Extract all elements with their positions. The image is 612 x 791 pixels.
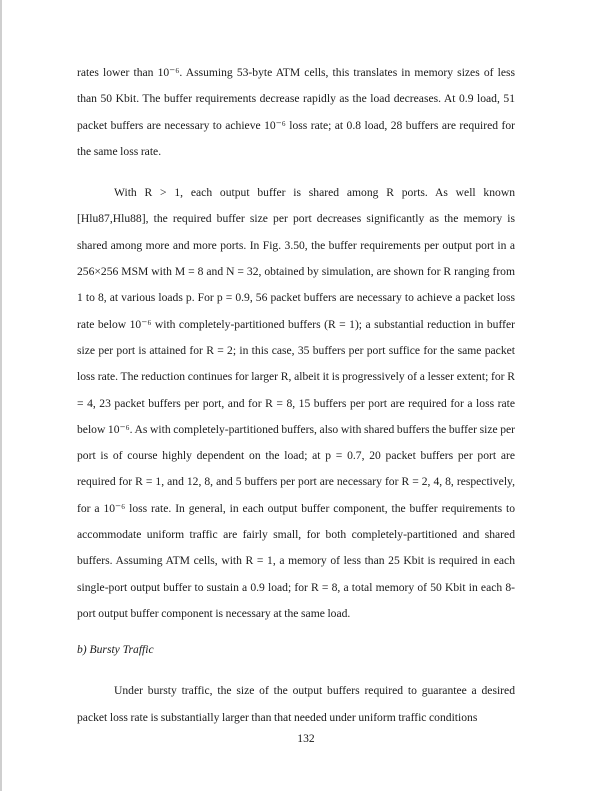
page-body — [77, 60, 515, 731]
paragraph-continuation: rates lower than 10⁻⁶. Assuming 53-byte ATM cells, this translates in memory sizes of less than 50 Kbit. The buffer requirements decrease rapidly as the load decreases. At 0.9 load, 51 packet buffers are necessary to achieve 10⁻⁶ loss rate; at 0.8 load, 28 buffers are required for the same loss rate. — [77, 66, 515, 158]
page-edge — [0, 0, 2, 791]
paragraph-shared-buffers: With R > 1, each output buffer is shared among R ports. As well known [Hlu87,Hlu88], the required buffer size per port decreases significantly as the memory is shared among more and more ports. In Fig. 3.50, the buffer requirements per output port in a 256×256 MSM with M = 8 and N = 32, obtained by simulation, are shown for R ranging from 1 to 8, at various loads p. For p = 0.9, 56 packet buffers are necessary to achieve a packet loss rate below 10⁻⁶ with completely-partitioned buffers (R = 1); a substantial reduction in buffer size per port is attained for R = 2; in this case, 35 buffers per port suffice for the same packet loss rate. The reduction continues for larger R, albeit it is progressively of a lesser extent; for R = 4, 23 packet buffers per port, and for R = 8, 15 buffers per port are required for a loss rate below 10⁻⁶. As with completely-partitioned buffers, also with shared buffers the buffer size per port is of course highly dependent on the load; at p = 0.7, 20 packet buffers per port are required for R = 1, and 12, 8, and 5 buffers per port are necessary for R = 2, 4, 8, respectively, for a 10⁻⁶ loss rate. In general, in each output buffer component, the buffer requirements to accommodate uniform traffic are fairly small, for both completely-partitioned and shared buffers. Assuming ATM cells, with R = 1, a memory of less than 25 Kbit is required in each single-port output buffer to sustain a 0.9 load; for R = 8, a total memory of 50 Kbit in each 8-port output buffer component is necessary at the same load. — [77, 186, 516, 620]
page-number: 132 — [297, 732, 315, 745]
section-heading: b) Bursty Traffic — [77, 643, 154, 657]
paragraph-bursty-traffic: Under bursty traffic, the size of the output buffers required to guarantee a desired packet loss rate is substantially larger than that needed under uniform traffic conditions — [77, 684, 515, 724]
